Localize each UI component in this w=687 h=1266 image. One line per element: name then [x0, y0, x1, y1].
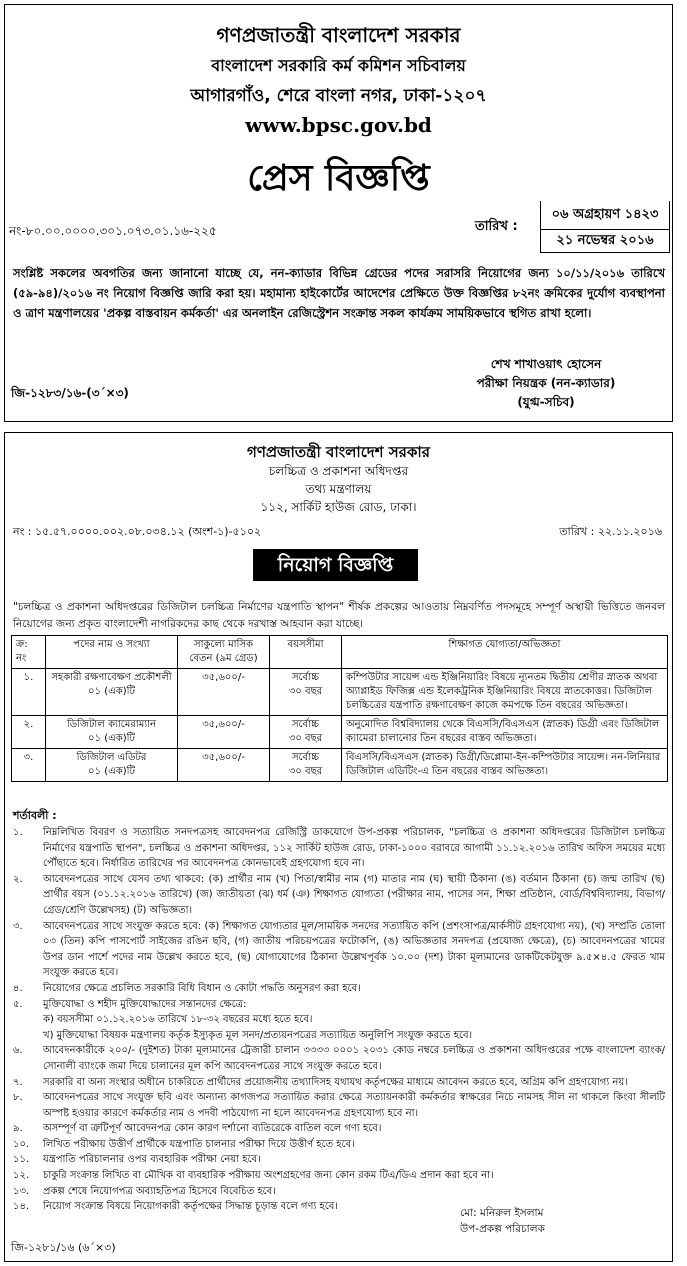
term-text: নিয়োগের ক্ষেত্রে প্রচলিত সরকারি বিধি বিধান ও কোটা পদ্ধতি অনুসরণ করা হবে। — [43, 982, 361, 994]
age-label: সর্বোচ্চ — [291, 719, 320, 730]
row-qualification: বিএসসি/বিএসএস (স্নাতক) ডিগ্রী/ডিপ্লোমা-ইন-কম্পিউটার সায়েন্স। নন-লিনিয়ার ডিজিটাল এডিটিং-এ তিন বছরের বাস্তব অভিজ্ঞতা। — [342, 749, 668, 782]
term-text: যন্ত্রপাতি পরিচালনার ওপর ব্যবহারিক পরীক্ষা নেয়া হবে। — [43, 1154, 261, 1166]
list-item — [13, 1152, 665, 1168]
list-item — [13, 1090, 665, 1121]
age-value: ৩০ বছর — [288, 766, 323, 777]
table-row — [12, 716, 668, 749]
terms-list — [13, 825, 665, 1215]
term-number: ৮. — [13, 1092, 23, 1104]
publication-code: জি-১২৮১/১৬ (৬´×৩) — [11, 1241, 116, 1254]
term-text: মুক্তিযোদ্ধা ও শহীদ মুক্তিযোদ্ধাদের সন্তানদের ক্ষেত্রে: — [43, 998, 247, 1010]
post-count: ০১ (এক)টি — [88, 733, 135, 744]
press-release-notice — [4, 4, 673, 422]
list-item — [13, 1137, 665, 1153]
recruitment-notice — [4, 432, 673, 1262]
list-item — [13, 1199, 665, 1215]
row-serial: ২. — [12, 716, 46, 749]
term-number: ৩. — [13, 920, 23, 932]
row-salary: ৩৫,৬০০/- — [178, 716, 270, 749]
organization-name: বাংলাদেশ সরকারি কর্ম কমিশন সচিবালয় — [211, 56, 466, 75]
term-text: নিয়োগ সংক্রান্ত বিষয়ে নিয়োগকারী কর্তৃপক্ষের সিদ্ধান্ত চূড়ান্ত বলে গণ্য হবে। — [43, 1201, 338, 1213]
column-header-serial: ক্র: নং — [12, 636, 46, 669]
list-item — [13, 981, 665, 997]
list-item — [13, 1012, 665, 1028]
term-text: ক) বয়সসীমা ০১.১২.২০১৬ তারিখে ১৮-৩২ বছরের মধ্যে হতে হবে। — [43, 1014, 313, 1026]
term-text: খ) মুক্তিযোদ্ধা বিষয়ক মন্ত্রণালয় কর্তৃক ইস্যুকৃত মূল সনদ/প্রত্যয়নপত্রের সত্যায়িত অনুলিপি সংযুক্ত করতে হবে। — [43, 1029, 473, 1041]
memo-number: নং : ১৫.৫৭.০০০০.০০২.০৮.০৩৪.১২ (অংশ-১)-৫১০২ — [13, 525, 262, 538]
row-post — [46, 716, 178, 749]
publication-code: জি-১২৮৩/১৬-(৩´×৩) — [11, 386, 129, 400]
date-bangla: ০৬ অগ্রহায়ণ ১৪২৩ — [541, 205, 669, 230]
row-salary: ৩৫,৬০০/- — [178, 749, 270, 782]
row-post — [46, 669, 178, 716]
term-number: ১৩. — [13, 1185, 30, 1197]
list-item — [13, 825, 665, 872]
term-text: অসম্পূর্ণ বা ত্রুটিপূর্ণ আবেদনপত্র কোন কারণ দর্শানো ব্যতিরেকে বাতিল বলে গণ্য হবে। — [43, 1123, 382, 1135]
organization-address: আগারগাঁও, শেরে বাংলা নগর, ঢাকা-১২০৭ — [190, 86, 487, 106]
term-number: ১১. — [13, 1154, 30, 1166]
row-post — [46, 749, 178, 782]
table-row — [12, 669, 668, 716]
row-age — [270, 716, 342, 749]
list-item — [13, 1028, 665, 1044]
row-salary: ৩৫,৬০০/- — [178, 669, 270, 716]
term-number: ৯. — [13, 1123, 23, 1135]
term-text: লিখিত পরীক্ষায় উত্তীর্ণ প্রার্থীকে যন্ত্রপাতি চালনার পরীক্ষা দিয়ে উত্তীর্ণ হতে হবে। — [43, 1138, 355, 1150]
term-number: ১২. — [13, 1170, 30, 1182]
vacancy-table — [11, 635, 668, 782]
date-label: তারিখ : — [475, 219, 518, 234]
list-item — [13, 1168, 665, 1184]
row-age — [270, 749, 342, 782]
signatory-name: শেখ শাখাওয়াৎ হোসেন — [490, 357, 602, 371]
list-item — [13, 872, 665, 919]
notice-body: সংশ্লিষ্ট সকলের অবগতির জন্য জানানো যাচ্ছে যে, নন-ক্যাডার বিভিন্ন গ্রেডের পদের সরাসরি নিয়োগের জন্য ১০/১১/২০১৬ তারিখে (৫৯-৯৪)/২০১৬ নং নিয়োগ বিজ্ঞপ্তি জারি করা হয়। মহামান্য হাইকোর্টের আদেশের প্রেক্ষিতে উক্ত বিজ্ঞপ্তির ৮২নং ক্রমিকের দুর্যোগ ব্যবস্থাপনা ও ত্রাণ মন্ত্রণালয়ের 'প্রকল্প বাস্তবায়ন কর্মকর্তা' এর অনলাইন রেজিস্ট্রেশন সংক্রান্ত সকল কার্যক্রম সাময়িকভাবে স্থগিত রাখা হলো। — [13, 266, 665, 320]
list-item — [13, 997, 665, 1013]
row-age — [270, 669, 342, 716]
list-item — [13, 919, 665, 981]
term-number: ৪. — [13, 982, 23, 994]
list-item — [13, 1184, 665, 1200]
signatory-name: মো: মনিরুল ইসলাম — [460, 1207, 544, 1219]
column-header-post: পদের নাম ও সংখ্যা — [46, 636, 178, 669]
list-item — [13, 1043, 665, 1074]
department-name: চলচ্চিত্র ও প্রকাশনা অধিদপ্তর — [268, 464, 409, 478]
ministry-name: তথ্য মন্ত্রণালয় — [305, 482, 372, 496]
age-value: ৩০ বছর — [288, 733, 323, 744]
list-item — [13, 1075, 665, 1091]
notice-date: তারিখ : ২২.১১.২০১৬ — [559, 525, 662, 538]
post-count: ০১ (এক)টি — [88, 686, 135, 697]
age-value: ৩০ বছর — [288, 686, 323, 697]
column-header-age: বয়সসীমা — [270, 636, 342, 669]
signatory-title: পরীক্ষা নিয়ন্ত্রক (নন-ক্যাডার) — [476, 376, 616, 390]
date-english: ২১ নভেম্বর ২০১৬ — [556, 233, 654, 248]
list-item — [13, 1121, 665, 1137]
term-number: ৬. — [13, 1045, 23, 1057]
government-header: গণপ্রজাতন্ত্রী বাংলাদেশ সরকার — [216, 23, 461, 47]
department-address: ১১২, সার্কিট হাউজ রোড, ঢাকা। — [260, 500, 417, 514]
signatory-title: উপ-প্রকল্প পরিচালক — [460, 1223, 545, 1235]
table-row — [12, 749, 668, 782]
row-qualification: অনুমোদিত বিশ্ববিদ্যালয় থেকে বিএসসি/বিএসএস (স্নাতক) ডিগ্রী এবং ডিজিটাল ক্যামেরা চালানোর তিন বছরের বাস্তব অভিজ্ঞতা। — [342, 716, 668, 749]
term-number: ২. — [13, 873, 23, 885]
column-header-salary: সাকুল্যে মাসিক বেতন (৯ম গ্রেড) — [178, 636, 270, 669]
column-header-qualification: শিক্ষাগত যোগ্যতা/অভিজ্ঞতা — [342, 636, 668, 669]
signatory-rank: (যুগ্ম-সচিব) — [517, 395, 575, 409]
term-text: সরকারি বা অন্য সংস্থার অধীনে চাকরিতে প্রার্থীদের প্রয়োজনীয় তথ্যাদিসহ যথাযথ কর্তৃপক্ষের মাধ্যমে আবেদন করতে হবে, অগ্রিম কপি গ্রহণযোগ্য নয়। — [43, 1076, 628, 1088]
term-number — [13, 1028, 43, 1044]
row-serial: ৩. — [12, 749, 46, 782]
website-link[interactable]: www.bpsc.gov.bd — [245, 113, 432, 137]
term-text: চাকুরি সংক্রান্ত লিখিত বা মৌখিক বা ব্যবহারিক পরীক্ষায় অংশগ্রহণের জন্য কোন রকম টিএ/ডিএ প্রদান করা হবে না। — [43, 1170, 494, 1182]
age-label: সর্বোচ্চ — [291, 752, 320, 763]
row-serial: ১. — [12, 669, 46, 716]
term-number — [13, 1012, 43, 1028]
term-number: ১৪. — [13, 1201, 30, 1213]
notice-intro: "চলচ্চিত্র ও প্রকাশনা অধিদপ্তরের ডিজিটাল চলচ্চিত্র নির্মাণের যন্ত্রপাতি স্থাপন" শীর্ষক প্রকল্পের আওতায় নিম্নবর্ণিত পদসমূহে সম্পূর্ণ অস্থায়ী ভিত্তিতে জনবল নিয়োগের জন্য প্রকৃত বাংলাদেশী নাগরিকদের কাছ থেকে দরখাস্ত আহবান করা যাচ্ছে। — [13, 601, 665, 630]
notice-title: নিয়োগ বিজ্ঞপ্তি — [253, 549, 418, 581]
term-text: আবেদনপত্রের সাথে সংযুক্ত করতে হবে: (ক) শিক্ষাগত যোগ্যতার মূল/সাময়িক সনদের সত্যায়িত কপি (প্রশংসাপত্র/মার্কসীট গ্রহণযোগ্য নয়), (খ) সম্প্রতি তোলা ০৩ (তিন) কপি পাসপোর্ট সাইজের রঙিন ছবি, (গ) জাতীয় পরিচয়পত্রের ফটোকপি, (ঙ) অভিজ্ঞতার সনদপত্র (প্রযোজ্য ক্ষেত্রে), (চ) আবেদনপত্রের খামের উপর ডান পার্শে পদের নাম উল্লেখ করতে হবে, (ছ) যোগাযোগের ঠিকানা উল্লেখপূর্বক ১০.০০ (দশ) টাকা মূল্যমানের ডাকটিকেটযুক্ত ৯.৫×৪.৫ ফেরত খাম সংযুক্ত করতে হবে। — [43, 920, 665, 979]
term-number: ১. — [13, 827, 23, 838]
signature-block — [436, 355, 656, 412]
term-text: প্রকল্প শেষে নিয়োগপত্র অব্যাহতিপত্র হিসেবে বিবেচিত হবে। — [43, 1185, 276, 1197]
row-qualification: কম্পিউটার সায়েন্স এন্ড ইঞ্জিনিয়ারিং বিষয়ে ন্যূনতম দ্বিতীয় শ্রেণীর স্নাতক অথবা অ্যাপ্লাইড ফিজিক্স এন্ড ইলেকট্রনিক ইঞ্জিনিয়ারিং বিষয়ে স্নাতকোত্তর। ডিজিটাল চলচ্চিত্রের যন্ত্রপাতি রক্ষণাবেক্ষণ কাজে কমপক্ষে তিন বছরের অভিজ্ঞতা। — [342, 669, 668, 716]
term-text: আবেদনপত্রের সাথে যেসব তথ্য থাকবে: (ক) প্রার্থীর নাম (খ) পিতা/স্বামীর নাম (গ) মাতার নাম (ঘ) স্থায়ী ঠিকানা (ঙ) বর্তমান ঠিকানা (চ) জন্ম তারিখ (ছ) প্রার্থীর বয়স (০১.১২.২০১৬ তারিখে) (জ) জাতীয়তা (ঝ) ধর্ম (ঞ) শিক্ষাগত যোগ্যতা (পরীক্ষার নাম, পাসের সন, শিক্ষা প্রতিষ্ঠান, বোর্ড/বিশ্ববিদ্যালয়, বিভাগ/গ্রেড/শ্রেণি উল্লেখসহ) (ট) অভিজ্ঞতা। — [43, 873, 665, 916]
age-label: সর্বোচ্চ — [291, 672, 320, 683]
post-name: সহকারী রক্ষণাবেক্ষণ প্রকৌশলী — [51, 672, 172, 683]
government-header: গণপ্রজাতন্ত্রী বাংলাদেশ সরকার — [247, 443, 430, 461]
term-number: ৭. — [13, 1076, 23, 1088]
term-text: আবেদনকারীকে ২০০/- (দুইশত) টাকা মূল্যমানের ট্রেজারী চালান ৩৩৩৩ ০০০১ ২০৩১ কোড নম্বরে চলচ্চিত্র ও প্রকাশনা অধিদপ্তরের পক্ষে বাংলাদেশ ব্যাংক/সোনালী ব্যাংকে জমা দিয়ে চালানের মূল কপি আবেদনপত্রের সাথে সংযুক্ত করতে হবে। — [43, 1045, 665, 1072]
post-count: ০১ (এক)টি — [88, 766, 135, 777]
post-name: ডিজিটাল এডিটর — [76, 752, 147, 763]
term-text: নিম্নলিখিত বিবরণ ও সত্যায়িত সনদপত্রসহ আবেদনপত্র রেজিস্ট্রি ডাকযোগে উপ-প্রকল্প পরিচালক, "চলচ্চিত্র ও প্রকাশনা অধিদপ্তরের ডিজিটাল চলচ্চিত্র নির্মাণের যন্ত্রপাতি স্থাপন", চলচ্চিত্র ও প্রকাশনা অধিদপ্তর, ১১২ সার্কিট হাউজ রোড, ঢাকা-১০০০ বরাবরে আগামী ১১.১২.২০১৬ তারিখ অফিস সময়ের মধ্যে পৌঁছাতে হবে। নির্ধারিত তারিখের পর আবেদনপত্র কোনভাবেই গ্রহণযোগ্য হবে না। — [43, 827, 665, 870]
term-number: ১০. — [13, 1138, 30, 1150]
signature-block — [460, 1205, 545, 1237]
term-text: আবেদনপত্রের সাথে সংযুক্ত ছবি এবং অন্যান্য কাগজপত্র সত্যায়িত করার ক্ষেত্রে সত্যায়নকারী কর্মকর্তার স্বাক্ষরের নিচে নামসহ সীল না থাকলে কিংবা সীলটি অস্পষ্ট হওয়ার কারণে কর্মকর্তার নাম ও পদবী পাঠযোগ্য না হলে আবেদনপত্র গ্রহণযোগ্য হবে না। — [43, 1092, 665, 1119]
memo-number: নং-৮০.০০.০০০০.৩০১.০৭৩.০১.১৬-২২৫ — [9, 224, 217, 238]
terms-heading: শর্তাবলী : — [13, 809, 57, 822]
term-number: ৫. — [13, 998, 23, 1010]
post-name: ডিজিটাল ক্যামেরাম্যান — [66, 719, 157, 730]
notice-title: প্রেস বিজ্ঞপ্তি — [247, 158, 430, 199]
date-box — [540, 201, 670, 253]
table-header-row — [12, 636, 668, 669]
